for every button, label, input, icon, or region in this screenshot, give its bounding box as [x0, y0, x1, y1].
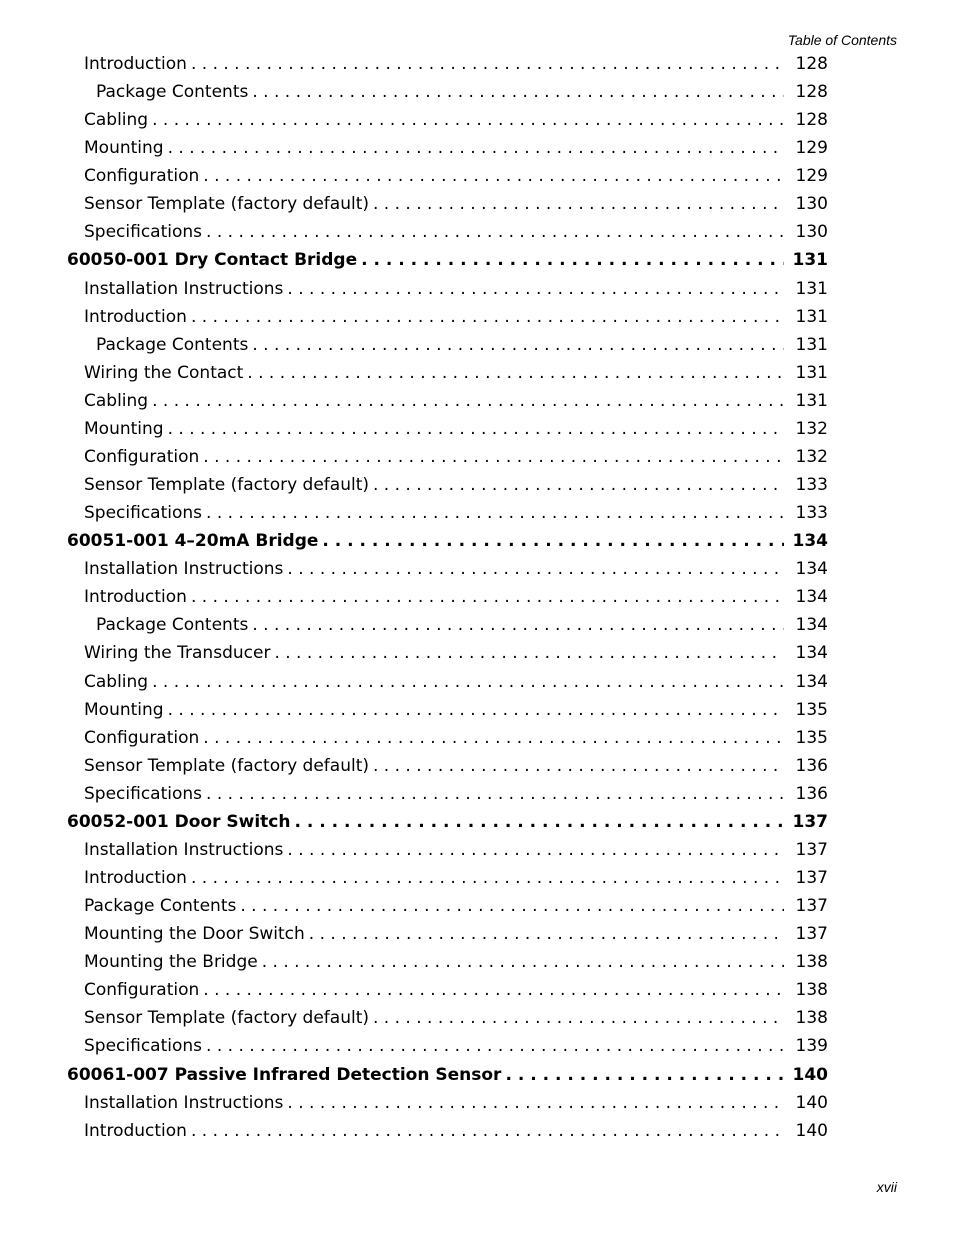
toc-entry-page: 130: [795, 194, 828, 215]
dot-leader: [203, 976, 784, 1004]
toc-section-entry[interactable]: [67, 1061, 828, 1089]
toc-entry[interactable]: [84, 555, 828, 583]
toc-entry[interactable]: [84, 50, 828, 78]
dot-leader: [206, 1032, 784, 1060]
toc-entry-page: 134: [795, 587, 828, 608]
toc-entry-page: 140: [792, 1064, 828, 1085]
toc-entry-title: Installation Instructions: [84, 1089, 287, 1117]
dot-leader: [191, 303, 784, 331]
toc-entry[interactable]: [84, 920, 828, 948]
toc-entry-page: 134: [795, 643, 828, 664]
toc-entry-page: 137: [795, 839, 828, 860]
toc-entry-title: Introduction: [84, 583, 191, 611]
toc-entry-page: 130: [795, 222, 828, 243]
toc-entry-title: Wiring the Contact: [84, 359, 247, 387]
toc-entry[interactable]: [84, 1089, 828, 1117]
toc-entry-title: 60052-001 Door Switch: [67, 808, 294, 836]
toc-entry-page: 137: [795, 868, 828, 889]
toc-entry[interactable]: [84, 639, 828, 667]
toc-entry-title: Installation Instructions: [84, 555, 287, 583]
toc-entry[interactable]: [84, 218, 828, 246]
toc-entry-page: 131: [795, 306, 828, 327]
dot-leader: [309, 920, 784, 948]
toc-entry-page: 133: [795, 475, 828, 496]
toc-entry[interactable]: [84, 1004, 828, 1032]
dot-leader: [203, 443, 784, 471]
toc-entry[interactable]: [84, 275, 828, 303]
toc-entry[interactable]: [84, 359, 828, 387]
toc-section-entry[interactable]: [67, 527, 828, 555]
toc-entry-title: Package Contents: [96, 331, 252, 359]
toc-entry-title: Mounting: [84, 415, 168, 443]
dot-leader: [262, 948, 784, 976]
dot-leader: [191, 1117, 784, 1145]
toc-entry-page: 134: [795, 559, 828, 580]
dot-leader: [287, 836, 784, 864]
toc-entry[interactable]: [84, 134, 828, 162]
toc-entry-title: Specifications: [84, 218, 206, 246]
toc-entry-page: 140: [795, 1092, 828, 1113]
toc-entry[interactable]: [84, 1032, 828, 1060]
toc-entry[interactable]: [84, 976, 828, 1004]
toc-section-entry[interactable]: [67, 246, 828, 274]
toc-entry-page: 134: [792, 531, 828, 552]
dot-leader: [203, 724, 784, 752]
dot-leader: [287, 555, 784, 583]
dot-leader: [203, 162, 784, 190]
toc-entry-title: Mounting the Door Switch: [84, 920, 309, 948]
toc-entry[interactable]: [96, 611, 828, 639]
dot-leader: [252, 611, 784, 639]
dot-leader: [322, 527, 784, 555]
toc-entry-page: 131: [795, 334, 828, 355]
toc-entry-title: Package Contents: [84, 892, 240, 920]
toc-entry-title: Specifications: [84, 780, 206, 808]
toc-entry[interactable]: [84, 583, 828, 611]
toc-entry[interactable]: [96, 331, 828, 359]
dot-leader: [373, 190, 784, 218]
toc-entry-title: Mounting: [84, 696, 168, 724]
toc-entry-title: Mounting the Bridge: [84, 948, 262, 976]
toc-entry-title: Installation Instructions: [84, 275, 287, 303]
running-header: Table of Contents: [787, 32, 897, 48]
toc-entry-title: Sensor Template (factory default): [84, 471, 373, 499]
toc-entry-page: 136: [795, 755, 828, 776]
toc-entry-title: Installation Instructions: [84, 836, 287, 864]
toc-entry[interactable]: [84, 415, 828, 443]
toc-entry[interactable]: [84, 1117, 828, 1145]
toc-entry-page: 138: [795, 1008, 828, 1029]
toc-entry-page: 140: [795, 1120, 828, 1141]
dot-leader: [373, 471, 784, 499]
toc-entry-page: 133: [795, 503, 828, 524]
toc-entry-page: 138: [795, 952, 828, 973]
toc-entry-page: 132: [795, 418, 828, 439]
dot-leader: [152, 668, 784, 696]
toc-entry-title: Introduction: [84, 50, 191, 78]
dot-leader: [373, 752, 784, 780]
toc-entry-title: Specifications: [84, 499, 206, 527]
dot-leader: [191, 864, 784, 892]
toc-entry-title: 60061-007 Passive Infrared Detection Sensor: [67, 1061, 505, 1089]
toc-entry[interactable]: [84, 780, 828, 808]
toc-entry-page: 139: [795, 1036, 828, 1057]
toc-entry-page: 131: [792, 250, 828, 271]
toc-entry-title: Introduction: [84, 303, 191, 331]
dot-leader: [294, 808, 784, 836]
toc-entry-page: 136: [795, 783, 828, 804]
toc-entry[interactable]: [84, 892, 828, 920]
toc-entry-title: Wiring the Transducer: [84, 639, 274, 667]
toc-entry-page: 134: [795, 671, 828, 692]
toc-entry-title: Cabling: [84, 668, 152, 696]
dot-leader: [240, 892, 784, 920]
dot-leader: [206, 780, 784, 808]
dot-leader: [191, 50, 784, 78]
toc-entry[interactable]: [84, 724, 828, 752]
toc-section-entry[interactable]: [67, 808, 828, 836]
toc-entry-title: Configuration: [84, 724, 203, 752]
dot-leader: [168, 415, 784, 443]
toc-entry-title: Package Contents: [96, 78, 252, 106]
toc-entry[interactable]: [96, 78, 828, 106]
toc-entry-title: Cabling: [84, 106, 152, 134]
toc-entry[interactable]: [84, 948, 828, 976]
toc-entry-page: 132: [795, 446, 828, 467]
toc-entry-page: 128: [795, 110, 828, 131]
toc-entry-page: 137: [795, 896, 828, 917]
dot-leader: [373, 1004, 784, 1032]
toc-entry[interactable]: [84, 836, 828, 864]
toc-entry[interactable]: [84, 696, 828, 724]
toc-entry-page: 131: [795, 362, 828, 383]
toc-entry-title: Sensor Template (factory default): [84, 1004, 373, 1032]
dot-leader: [252, 78, 784, 106]
toc-entry-page: 137: [795, 924, 828, 945]
toc-entry[interactable]: [84, 190, 828, 218]
dot-leader: [152, 106, 784, 134]
dot-leader: [206, 499, 784, 527]
toc-entry-title: Configuration: [84, 976, 203, 1004]
dot-leader: [287, 275, 784, 303]
toc-entry[interactable]: [84, 499, 828, 527]
toc-entry-title: Introduction: [84, 864, 191, 892]
toc-entry[interactable]: [84, 303, 828, 331]
toc-entry-title: Configuration: [84, 162, 203, 190]
dot-leader: [247, 359, 784, 387]
toc-entry-page: 138: [795, 980, 828, 1001]
toc-entry-page: 137: [792, 811, 828, 832]
toc-entry-page: 135: [795, 699, 828, 720]
dot-leader: [206, 218, 784, 246]
toc-entry[interactable]: [84, 864, 828, 892]
toc-entry-page: 134: [795, 615, 828, 636]
toc-entry-title: 60050-001 Dry Contact Bridge: [67, 246, 361, 274]
toc-entry-title: Sensor Template (factory default): [84, 752, 373, 780]
toc-entry-title: 60051-001 4–20mA Bridge: [67, 527, 322, 555]
dot-leader: [152, 387, 784, 415]
toc-entry[interactable]: [84, 443, 828, 471]
toc-entry[interactable]: [84, 471, 828, 499]
dot-leader: [274, 639, 784, 667]
dot-leader: [287, 1089, 784, 1117]
dot-leader: [191, 583, 784, 611]
toc-entry-title: Introduction: [84, 1117, 191, 1145]
toc-entry-title: Cabling: [84, 387, 152, 415]
toc-entry-title: Sensor Template (factory default): [84, 190, 373, 218]
dot-leader: [168, 696, 784, 724]
toc-entry-page: 131: [795, 278, 828, 299]
page-number: xvii: [876, 1179, 897, 1195]
toc-entry[interactable]: [84, 106, 828, 134]
toc-entry[interactable]: [84, 668, 828, 696]
dot-leader: [252, 331, 784, 359]
toc-entry-page: 129: [795, 138, 828, 159]
toc-entry-title: Package Contents: [96, 611, 252, 639]
toc-entry[interactable]: [84, 752, 828, 780]
toc-entry-page: 128: [795, 54, 828, 74]
toc-entry[interactable]: [84, 387, 828, 415]
dot-leader: [168, 134, 784, 162]
toc-entry-page: 131: [795, 390, 828, 411]
toc-entry[interactable]: [84, 162, 828, 190]
dot-leader: [361, 246, 784, 274]
dot-leader: [505, 1061, 784, 1089]
toc-entry-page: 128: [795, 82, 828, 103]
toc-entry-title: Configuration: [84, 443, 203, 471]
toc-entry-title: Mounting: [84, 134, 168, 162]
toc-entry-page: 129: [795, 166, 828, 187]
toc-entry-title: Specifications: [84, 1032, 206, 1060]
toc-entry-page: 135: [795, 727, 828, 748]
